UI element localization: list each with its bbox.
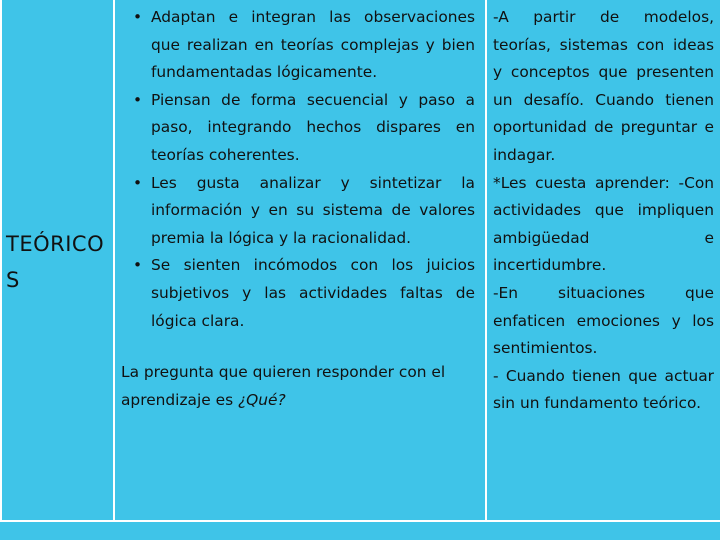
learning-cell <box>485 0 720 520</box>
guiding-question <box>121 359 475 414</box>
characteristics-cell <box>113 0 485 520</box>
characteristic-item: • Adaptan e integran las observaciones que realizan en teorías complejas y bien fundamentadas lógicamente. <box>121 4 475 87</box>
characteristic-item: • Piensan de forma secuencial y paso a paso, integrando hechos dispares en teorías coherentes. <box>121 87 475 170</box>
style-label-cell <box>2 0 113 520</box>
question-prefix: La pregunta que quieren responder con el aprendizaje es <box>121 363 446 409</box>
style-label: TEÓRICOS <box>6 232 105 292</box>
characteristic-item: • Se sienten incómodos con los juicios subjetivos y las actividades faltas de lógica clara. <box>121 252 475 335</box>
characteristics-list <box>121 4 475 335</box>
learning-text: *Les cuesta aprender: -Con actividades que impliquen ambigüedad e incertidumbre. <box>493 173 714 275</box>
question-word: ¿Qué? <box>238 390 286 409</box>
characteristic-item: • Les gusta analizar y sintetizar la información y en su sistema de valores premia la lógica y la racionalidad. <box>121 170 475 253</box>
learning-text: - Cuando tienen que actuar sin un fundamento teórico. <box>493 366 714 413</box>
learning-text: -En situaciones que enfaticen emociones y los sentimientos. <box>493 283 714 358</box>
learning-text: -A partir de modelos, teorías, sistemas con ideas y conceptos que presenten un desafío. Cuando tienen oportunidad de preguntar e indagar. <box>493 8 714 164</box>
